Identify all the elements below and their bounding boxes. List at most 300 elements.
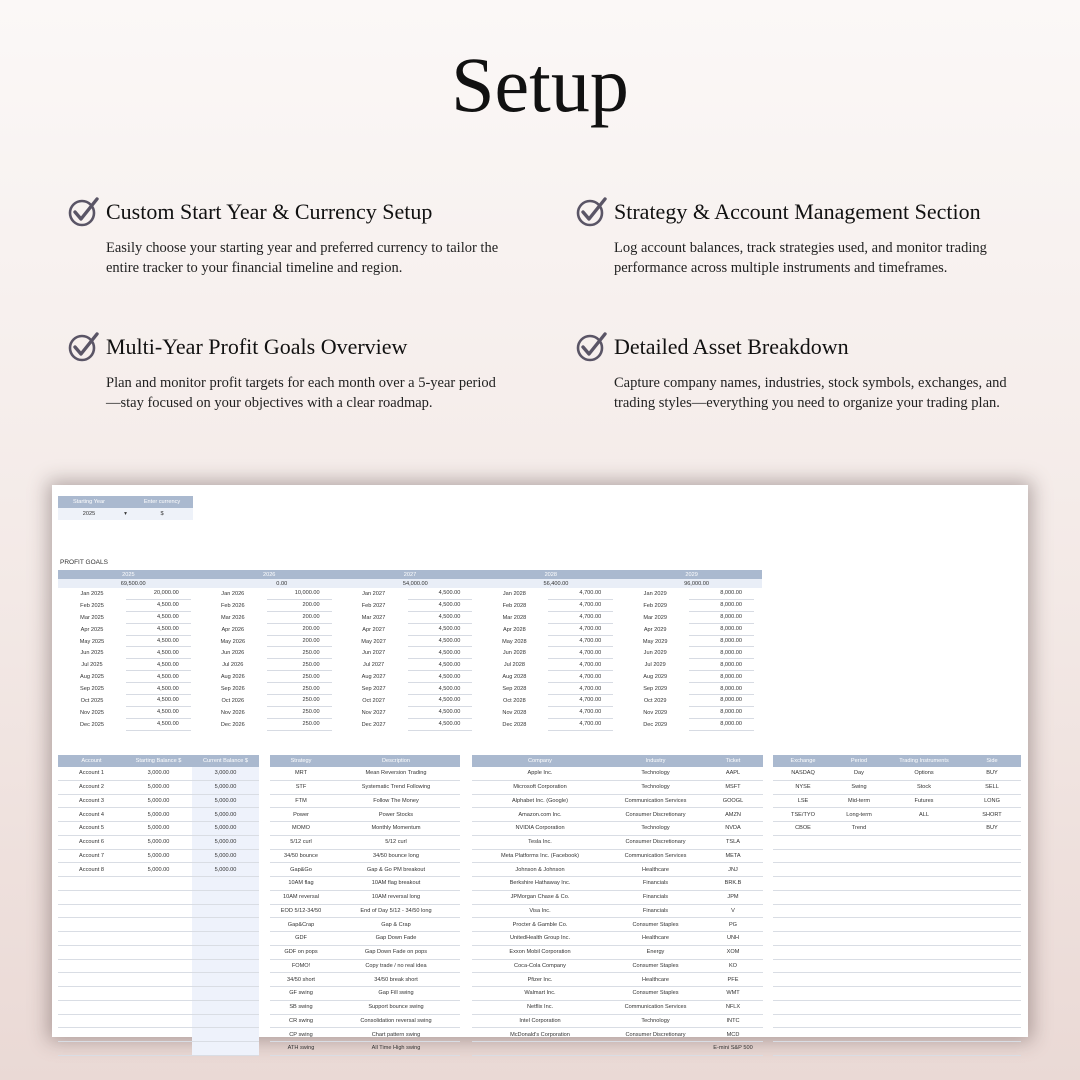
table-cell[interactable]: Copy trade / no real idea xyxy=(365,962,427,969)
table-cell[interactable]: Account 5 xyxy=(79,825,104,832)
table-cell[interactable] xyxy=(58,1015,125,1028)
table-cell[interactable]: Consolidation reversal swing xyxy=(360,1017,432,1024)
month-goal-input[interactable]: 20,000.00 xyxy=(126,588,191,600)
table-cell[interactable]: Technology xyxy=(641,784,670,791)
table-cell[interactable]: META xyxy=(725,852,741,859)
table-cell[interactable]: Mid-term xyxy=(847,797,871,804)
table-cell[interactable]: Gap&Go xyxy=(290,866,312,873)
table-cell[interactable]: BUY xyxy=(986,825,998,832)
month-goal-input[interactable]: 4,500.00 xyxy=(126,683,191,695)
table-cell[interactable]: All Time High swing xyxy=(371,1045,421,1052)
table-cell[interactable] xyxy=(833,877,885,890)
table-cell[interactable]: BRK.B xyxy=(724,880,742,887)
table-cell[interactable] xyxy=(833,891,885,904)
table-cell[interactable] xyxy=(833,960,885,973)
table-cell[interactable]: Gap&Crap xyxy=(287,921,315,928)
table-cell[interactable]: Pfizer Inc. xyxy=(527,976,553,983)
table-cell[interactable]: Technology xyxy=(641,770,670,777)
table-cell[interactable]: ATH swing xyxy=(287,1045,315,1052)
month-goal-input[interactable]: 4,500.00 xyxy=(126,671,191,683)
table-cell[interactable]: Power xyxy=(293,811,309,818)
table-cell[interactable] xyxy=(885,1001,963,1014)
month-goal-input[interactable]: 250.00 xyxy=(267,683,332,695)
table-cell[interactable] xyxy=(773,1028,833,1041)
table-cell[interactable] xyxy=(192,891,259,904)
month-goal-input[interactable]: 4,700.00 xyxy=(548,612,613,624)
table-cell[interactable] xyxy=(58,905,125,918)
table-cell[interactable]: EOD 5/12-34/50 xyxy=(280,907,322,914)
table-cell[interactable] xyxy=(773,1015,833,1028)
table-cell[interactable]: Account 6 xyxy=(79,839,104,846)
table-cell[interactable] xyxy=(472,1042,608,1055)
table-cell[interactable] xyxy=(192,973,259,986)
table-cell[interactable] xyxy=(833,850,885,863)
table-cell[interactable]: 5,000.00 xyxy=(192,822,259,835)
table-cell[interactable] xyxy=(963,1028,1021,1041)
month-goal-input[interactable]: 250.00 xyxy=(267,695,332,707)
table-cell[interactable]: Trend xyxy=(851,825,867,832)
month-goal-input[interactable]: 250.00 xyxy=(267,647,332,659)
table-cell[interactable]: Day xyxy=(854,770,864,777)
table-cell[interactable] xyxy=(833,836,885,849)
table-cell[interactable]: Gap Fill swing xyxy=(378,990,414,997)
table-cell[interactable]: 5,000.00 xyxy=(192,781,259,794)
table-cell[interactable]: CR swing xyxy=(289,1017,313,1024)
month-goal-input[interactable]: 4,700.00 xyxy=(548,695,613,707)
table-cell[interactable] xyxy=(125,1028,192,1041)
table-cell[interactable]: Microsoft Corporation xyxy=(513,784,567,791)
table-cell[interactable] xyxy=(773,1001,833,1014)
month-goal-input[interactable]: 200.00 xyxy=(267,624,332,636)
table-cell[interactable] xyxy=(963,850,1021,863)
table-cell[interactable]: GDF xyxy=(295,935,307,942)
table-cell[interactable] xyxy=(963,987,1021,1000)
table-cell[interactable] xyxy=(963,1042,1021,1055)
table-cell[interactable]: CP swing xyxy=(289,1031,313,1038)
table-cell[interactable] xyxy=(963,960,1021,973)
table-cell[interactable]: 5,000.00 xyxy=(192,836,259,849)
table-cell[interactable] xyxy=(773,836,833,849)
table-cell[interactable]: Consumer Discretionary xyxy=(625,839,686,846)
table-cell[interactable]: Support bounce swing xyxy=(368,1004,424,1011)
table-cell[interactable] xyxy=(833,932,885,945)
table-cell[interactable]: McDonald's Corporation xyxy=(510,1031,570,1038)
month-goal-input[interactable]: 200.00 xyxy=(267,600,332,612)
table-cell[interactable] xyxy=(773,877,833,890)
month-goal-input[interactable]: 4,500.00 xyxy=(126,695,191,707)
table-cell[interactable] xyxy=(125,960,192,973)
month-goal-input[interactable]: 4,700.00 xyxy=(548,624,613,636)
table-cell[interactable] xyxy=(833,946,885,959)
table-cell[interactable]: Amazon.com Inc. xyxy=(518,811,562,818)
table-cell[interactable]: INTC xyxy=(726,1017,740,1024)
table-cell[interactable]: LSE xyxy=(797,797,809,804)
month-goal-input[interactable]: 8,000.00 xyxy=(689,588,754,600)
table-cell[interactable]: Account 1 xyxy=(79,770,104,777)
table-cell[interactable]: Visa Inc. xyxy=(529,907,551,914)
month-goal-input[interactable]: 4,500.00 xyxy=(408,659,473,671)
table-cell[interactable]: Meta Platforms Inc. (Facebook) xyxy=(500,852,580,859)
table-cell[interactable]: Financials xyxy=(642,894,669,901)
table-cell[interactable]: JPM xyxy=(727,894,739,901)
month-goal-input[interactable]: 4,500.00 xyxy=(126,600,191,612)
month-goal-input[interactable]: 8,000.00 xyxy=(689,636,754,648)
table-cell[interactable]: JNJ xyxy=(728,866,738,873)
table-cell[interactable]: GDF on pops xyxy=(284,949,318,956)
table-cell[interactable] xyxy=(833,905,885,918)
month-goal-input[interactable]: 4,500.00 xyxy=(126,612,191,624)
table-cell[interactable] xyxy=(833,1042,885,1055)
month-goal-input[interactable]: 4,500.00 xyxy=(408,671,473,683)
table-cell[interactable]: 10AM flag breakout xyxy=(371,880,421,887)
table-cell[interactable]: Healthcare xyxy=(641,866,670,873)
table-cell[interactable] xyxy=(192,1028,259,1041)
table-cell[interactable]: CBOE xyxy=(795,825,811,832)
table-cell[interactable] xyxy=(833,1028,885,1041)
table-cell[interactable] xyxy=(58,877,125,890)
table-cell[interactable]: Alphabet Inc. (Google) xyxy=(512,797,568,804)
table-cell[interactable]: Tesla Inc. xyxy=(528,839,552,846)
table-cell[interactable]: Walmart Inc. xyxy=(524,990,556,997)
month-goal-input[interactable]: 4,500.00 xyxy=(126,647,191,659)
table-cell[interactable]: MOMO xyxy=(291,825,311,832)
table-cell[interactable] xyxy=(773,946,833,959)
month-goal-input[interactable]: 4,500.00 xyxy=(408,636,473,648)
table-cell[interactable]: Healthcare xyxy=(641,976,670,983)
month-goal-input[interactable]: 4,500.00 xyxy=(408,588,473,600)
month-goal-input[interactable]: 8,000.00 xyxy=(689,624,754,636)
table-cell[interactable] xyxy=(833,1015,885,1028)
table-cell[interactable]: Mean Reversion Trading xyxy=(365,770,427,777)
month-goal-input[interactable]: 4,500.00 xyxy=(408,719,473,731)
table-cell[interactable]: 34/50 bounce xyxy=(284,852,318,859)
month-goal-input[interactable]: 4,700.00 xyxy=(548,647,613,659)
month-goal-input[interactable]: 250.00 xyxy=(267,671,332,683)
month-goal-input[interactable]: 4,700.00 xyxy=(548,636,613,648)
table-cell[interactable]: Account 3 xyxy=(79,797,104,804)
table-cell[interactable] xyxy=(885,905,963,918)
table-cell[interactable]: Financials xyxy=(642,880,669,887)
table-cell[interactable]: 10AM reversal long xyxy=(371,894,421,901)
table-cell[interactable]: MCD xyxy=(726,1031,740,1038)
table-cell[interactable] xyxy=(773,905,833,918)
table-cell[interactable] xyxy=(885,822,963,835)
table-cell[interactable] xyxy=(773,960,833,973)
table-cell[interactable]: Healthcare xyxy=(641,935,670,942)
table-cell[interactable] xyxy=(125,973,192,986)
table-cell[interactable]: GOOGL xyxy=(722,797,744,804)
table-cell[interactable]: SB swing xyxy=(289,1004,313,1011)
chevron-down-icon[interactable]: ▾ xyxy=(124,511,127,517)
table-cell[interactable]: Long-term xyxy=(846,811,872,818)
table-cell[interactable]: 3,000.00 xyxy=(192,767,259,780)
starting-year-select[interactable]: 2025 xyxy=(82,511,96,517)
table-cell[interactable] xyxy=(773,973,833,986)
table-cell[interactable]: 5,000.00 xyxy=(192,808,259,821)
table-cell[interactable]: Johnson & Johnson xyxy=(515,866,565,873)
table-cell[interactable] xyxy=(885,1015,963,1028)
table-cell[interactable] xyxy=(773,932,833,945)
table-cell[interactable] xyxy=(125,987,192,1000)
table-cell[interactable] xyxy=(885,932,963,945)
table-cell[interactable]: Communication Services xyxy=(624,852,687,859)
table-cell[interactable] xyxy=(58,960,125,973)
month-goal-input[interactable]: 10,000.00 xyxy=(267,588,332,600)
table-cell[interactable]: NVIDIA Corporation xyxy=(515,825,565,832)
table-cell[interactable] xyxy=(963,946,1021,959)
table-cell[interactable]: 10AM flag xyxy=(288,880,314,887)
table-cell[interactable] xyxy=(192,987,259,1000)
table-cell[interactable] xyxy=(773,891,833,904)
table-cell[interactable]: 5,000.00 xyxy=(147,811,170,818)
table-cell[interactable] xyxy=(885,973,963,986)
table-cell[interactable]: 5,000.00 xyxy=(192,795,259,808)
table-cell[interactable] xyxy=(58,918,125,931)
table-cell[interactable] xyxy=(773,987,833,1000)
table-cell[interactable]: TSLA xyxy=(726,839,740,846)
table-cell[interactable]: Consumer Staples xyxy=(632,962,679,969)
table-cell[interactable]: MSFT xyxy=(725,784,741,791)
table-cell[interactable] xyxy=(963,918,1021,931)
table-cell[interactable]: Account 8 xyxy=(79,866,104,873)
table-cell[interactable] xyxy=(192,932,259,945)
month-goal-input[interactable]: 4,500.00 xyxy=(408,600,473,612)
table-cell[interactable] xyxy=(58,1001,125,1014)
table-cell[interactable]: ALL xyxy=(919,811,929,818)
table-cell[interactable] xyxy=(885,836,963,849)
table-cell[interactable] xyxy=(192,1001,259,1014)
month-goal-input[interactable]: 8,000.00 xyxy=(689,647,754,659)
table-cell[interactable] xyxy=(963,1001,1021,1014)
table-cell[interactable]: 5/12 curl xyxy=(385,839,407,846)
table-cell[interactable] xyxy=(125,946,192,959)
table-cell[interactable]: End of Day 5/12 - 34/50 long xyxy=(360,907,432,914)
table-cell[interactable]: Gap Down Fade xyxy=(375,935,417,942)
table-cell[interactable]: UnitedHealth Group Inc. xyxy=(509,935,570,942)
table-cell[interactable]: Coca-Cola Company xyxy=(514,962,566,969)
table-cell[interactable] xyxy=(58,973,125,986)
table-cell[interactable]: NFLX xyxy=(725,1004,741,1011)
table-cell[interactable]: NASDAQ xyxy=(791,770,815,777)
month-goal-input[interactable]: 8,000.00 xyxy=(689,683,754,695)
table-cell[interactable]: NYSE xyxy=(795,784,811,791)
table-cell[interactable]: Consumer Staples xyxy=(632,921,679,928)
month-goal-input[interactable]: 4,500.00 xyxy=(408,683,473,695)
table-cell[interactable] xyxy=(963,836,1021,849)
table-cell[interactable]: Exxon Mobil Corporation xyxy=(509,949,571,956)
month-goal-input[interactable]: 4,500.00 xyxy=(408,624,473,636)
month-goal-input[interactable]: 4,500.00 xyxy=(408,612,473,624)
table-cell[interactable] xyxy=(125,1015,192,1028)
table-cell[interactable] xyxy=(963,973,1021,986)
table-cell[interactable]: FTM xyxy=(295,797,307,804)
table-cell[interactable] xyxy=(125,932,192,945)
table-cell[interactable]: 34/50 break short xyxy=(374,976,418,983)
table-cell[interactable]: Account 7 xyxy=(79,852,104,859)
month-goal-input[interactable]: 4,700.00 xyxy=(548,659,613,671)
table-cell[interactable]: Account 4 xyxy=(79,811,104,818)
table-cell[interactable] xyxy=(58,891,125,904)
table-cell[interactable] xyxy=(608,1042,703,1055)
table-cell[interactable]: PFE xyxy=(727,976,739,983)
table-cell[interactable] xyxy=(192,960,259,973)
month-goal-input[interactable]: 250.00 xyxy=(267,719,332,731)
table-cell[interactable] xyxy=(192,877,259,890)
month-goal-input[interactable]: 4,700.00 xyxy=(548,671,613,683)
table-cell[interactable]: KO xyxy=(728,962,738,969)
table-cell[interactable] xyxy=(885,1028,963,1041)
table-cell[interactable] xyxy=(963,905,1021,918)
table-cell[interactable] xyxy=(885,1042,963,1055)
table-cell[interactable]: Technology xyxy=(641,1017,670,1024)
month-goal-input[interactable]: 8,000.00 xyxy=(689,671,754,683)
table-cell[interactable]: 5,000.00 xyxy=(147,839,170,846)
table-cell[interactable] xyxy=(885,918,963,931)
table-cell[interactable]: TSE/TYO xyxy=(791,811,815,818)
month-goal-input[interactable]: 250.00 xyxy=(267,707,332,719)
table-cell[interactable]: PG xyxy=(728,921,738,928)
table-cell[interactable] xyxy=(192,946,259,959)
table-cell[interactable] xyxy=(773,863,833,876)
month-goal-input[interactable]: 4,500.00 xyxy=(126,624,191,636)
table-cell[interactable] xyxy=(58,1042,125,1055)
month-goal-input[interactable]: 4,700.00 xyxy=(548,683,613,695)
table-cell[interactable] xyxy=(833,918,885,931)
table-cell[interactable]: Technology xyxy=(641,825,670,832)
month-goal-input[interactable]: 4,500.00 xyxy=(408,695,473,707)
table-cell[interactable] xyxy=(833,973,885,986)
table-cell[interactable]: 5/12 curl xyxy=(290,839,312,846)
table-cell[interactable] xyxy=(125,1042,192,1055)
table-cell[interactable]: NVDA xyxy=(725,825,741,832)
table-cell[interactable]: Berkshire Hathaway Inc. xyxy=(509,880,571,887)
month-goal-input[interactable]: 8,000.00 xyxy=(689,612,754,624)
table-cell[interactable] xyxy=(125,905,192,918)
table-cell[interactable]: BUY xyxy=(986,770,998,777)
table-cell[interactable] xyxy=(833,987,885,1000)
table-cell[interactable] xyxy=(773,1042,833,1055)
month-goal-input[interactable]: 4,700.00 xyxy=(548,719,613,731)
table-cell[interactable]: Stock xyxy=(917,784,931,791)
table-cell[interactable]: XOM xyxy=(726,949,740,956)
table-cell[interactable]: Gap Down Fade on pops xyxy=(364,949,428,956)
table-cell[interactable]: Netflix Inc. xyxy=(526,1004,554,1011)
table-cell[interactable]: Consumer Staples xyxy=(632,990,679,997)
table-cell[interactable]: Consumer Discretionary xyxy=(625,811,686,818)
table-cell[interactable] xyxy=(58,1028,125,1041)
month-goal-input[interactable]: 4,700.00 xyxy=(548,588,613,600)
table-cell[interactable]: Gap & Go PM breakout xyxy=(366,866,426,873)
table-cell[interactable]: GF swing xyxy=(289,990,313,997)
table-cell[interactable]: UNH xyxy=(726,935,740,942)
table-cell[interactable] xyxy=(125,891,192,904)
month-goal-input[interactable]: 250.00 xyxy=(267,659,332,671)
month-goal-input[interactable]: 200.00 xyxy=(267,636,332,648)
table-cell[interactable] xyxy=(125,918,192,931)
currency-input[interactable]: $ xyxy=(160,511,164,517)
table-cell[interactable] xyxy=(58,946,125,959)
month-goal-input[interactable]: 8,000.00 xyxy=(689,659,754,671)
table-cell[interactable] xyxy=(885,863,963,876)
table-cell[interactable] xyxy=(192,1042,259,1055)
table-cell[interactable] xyxy=(773,850,833,863)
table-cell[interactable] xyxy=(58,932,125,945)
table-cell[interactable]: Options xyxy=(914,770,934,777)
table-cell[interactable]: V xyxy=(731,907,735,914)
table-cell[interactable]: 5,000.00 xyxy=(147,797,170,804)
table-cell[interactable] xyxy=(125,877,192,890)
month-goal-input[interactable]: 4,500.00 xyxy=(408,647,473,659)
table-cell[interactable] xyxy=(885,987,963,1000)
table-cell[interactable]: 34/50 short xyxy=(287,976,315,983)
table-cell[interactable]: 5,000.00 xyxy=(147,852,170,859)
table-cell[interactable] xyxy=(963,891,1021,904)
table-cell[interactable]: 3,000.00 xyxy=(147,770,170,777)
table-cell[interactable]: FOMO! xyxy=(291,962,311,969)
table-cell[interactable]: MRT xyxy=(294,770,307,777)
table-cell[interactable]: 5,000.00 xyxy=(147,866,170,873)
table-cell[interactable]: E-mini S&P 500 xyxy=(713,1045,753,1052)
month-goal-input[interactable]: 4,500.00 xyxy=(126,659,191,671)
table-cell[interactable]: Apple Inc. xyxy=(527,770,553,777)
table-cell[interactable]: Energy xyxy=(646,949,665,956)
table-cell[interactable]: 10AM reversal xyxy=(282,894,320,901)
table-cell[interactable]: SELL xyxy=(985,784,999,791)
month-goal-input[interactable]: 4,500.00 xyxy=(126,719,191,731)
month-goal-input[interactable]: 8,000.00 xyxy=(689,719,754,731)
table-cell[interactable]: LONG xyxy=(984,797,1000,804)
table-cell[interactable]: Follow The Money xyxy=(373,797,419,804)
table-cell[interactable] xyxy=(192,1015,259,1028)
table-cell[interactable] xyxy=(58,987,125,1000)
table-cell[interactable]: WMT xyxy=(726,990,740,997)
month-goal-input[interactable]: 8,000.00 xyxy=(689,695,754,707)
month-goal-input[interactable]: 200.00 xyxy=(267,612,332,624)
table-cell[interactable] xyxy=(192,918,259,931)
table-cell[interactable]: Communication Services xyxy=(624,797,687,804)
table-cell[interactable]: Gap & Crap xyxy=(381,921,411,928)
table-cell[interactable]: SHORT xyxy=(982,811,1002,818)
table-cell[interactable] xyxy=(963,1015,1021,1028)
table-cell[interactable]: STF xyxy=(295,784,307,791)
month-goal-input[interactable]: 4,700.00 xyxy=(548,707,613,719)
table-cell[interactable] xyxy=(885,946,963,959)
table-cell[interactable]: AMZN xyxy=(725,811,741,818)
month-goal-input[interactable]: 4,500.00 xyxy=(408,707,473,719)
table-cell[interactable]: Futures xyxy=(914,797,934,804)
table-cell[interactable] xyxy=(963,877,1021,890)
table-cell[interactable] xyxy=(885,891,963,904)
table-cell[interactable]: Monthly Momentum xyxy=(371,825,421,832)
table-cell[interactable] xyxy=(833,863,885,876)
table-cell[interactable] xyxy=(963,863,1021,876)
table-cell[interactable]: Chart pattern swing xyxy=(371,1031,421,1038)
month-goal-input[interactable]: 4,700.00 xyxy=(548,600,613,612)
table-cell[interactable]: AAPL xyxy=(725,770,741,777)
table-cell[interactable] xyxy=(885,960,963,973)
table-cell[interactable]: 5,000.00 xyxy=(147,825,170,832)
table-cell[interactable] xyxy=(125,1001,192,1014)
table-cell[interactable]: 34/50 bounce long xyxy=(372,852,420,859)
table-cell[interactable]: Consumer Discretionary xyxy=(625,1031,686,1038)
table-cell[interactable] xyxy=(773,918,833,931)
table-cell[interactable]: Systematic Trend Following xyxy=(361,784,431,791)
month-goal-input[interactable]: 4,500.00 xyxy=(126,707,191,719)
month-goal-input[interactable]: 8,000.00 xyxy=(689,600,754,612)
table-cell[interactable] xyxy=(833,1001,885,1014)
table-cell[interactable] xyxy=(885,850,963,863)
table-cell[interactable] xyxy=(885,877,963,890)
